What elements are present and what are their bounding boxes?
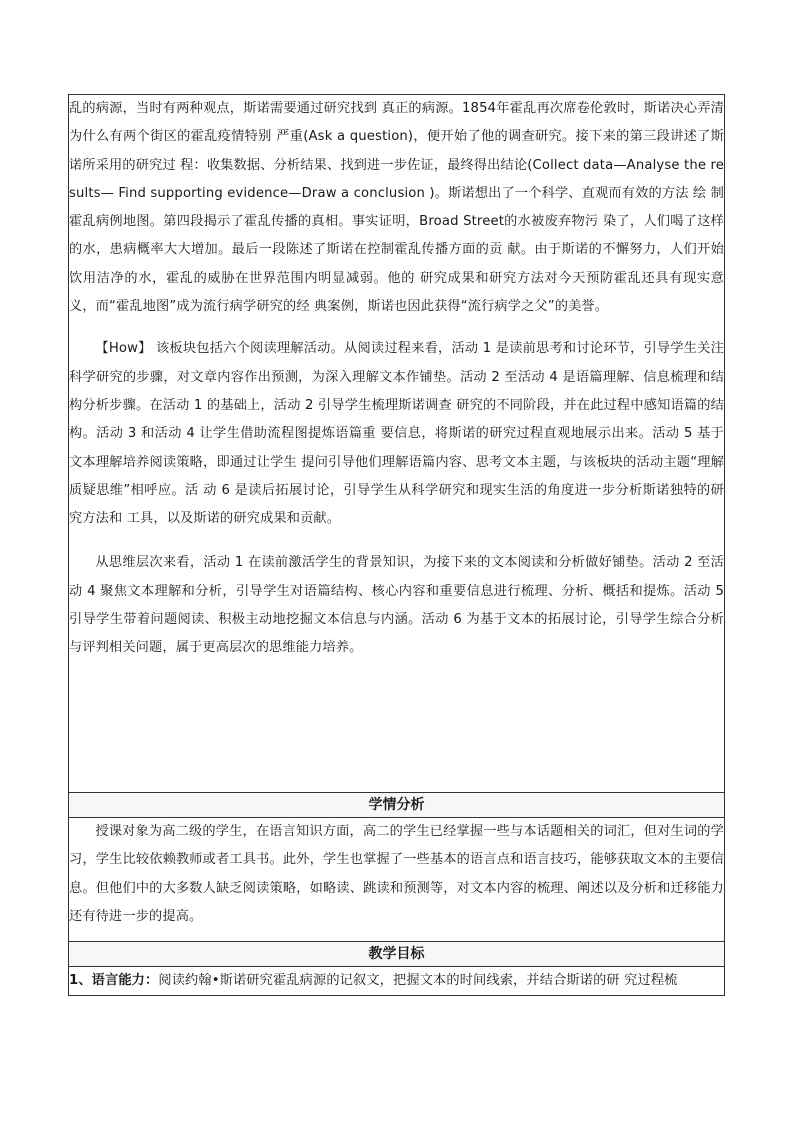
heading-row-teaching-goals bbox=[69, 942, 725, 967]
paragraph-what-why: 乱的病源，当时有两种观点，斯诺需要通过研究找到 真正的病源。1854年霍乱再次席卷伦敦时，斯诺决心弄清为什么有两个街区的霍乱疫情特别 严重(Ask a question)，便开始了他的调查研究。接下来的第三段讲述了斯诺所采用的研究过 程：收集数据、分析结果、找到进一步佐证，最终得出结论(Collect data—Analyse the results— Find supporting evidence—Draw a conclusion )。斯诺想出了一个科学、直观而有效的方法 绘 制霍乱病例地图。第四段揭示了霍乱传播的真相。事实证明，Broad Street的水被废弃物污 染了，人们喝了这样的水，患病概率大大增加。最后一段陈述了斯诺在控制霍乱传播方面的贡 献。由于斯诺的不懈努力，人们开始饮用洁净的水，霍乱的威胁在世界范围内明显减弱。他的 研究成果和研究方法对今天预防霍乱还具有现实意义，而“霍乱地图”成为流行病学研究的经 典案例，斯诺也因此获得“流行病学之父”的美誉。 bbox=[69, 101, 724, 315]
paragraph-how: 【How】 该板块包括六个阅读理解活动。从阅读过程来看，活动 1 是读前思考和讨论环节，引导学生关注科学研究的步骤，对文章内容作出预测，为深入理解文本作铺垫。活动 2 至活动 4 是语篇理解、信息梳理和结构分析步骤。在活动 1 的基础上，活动 2 引导学生梳理斯诺调查 研究的不同阶段，并在此过程中感知语篇的结构。活动 3 和活动 4 让学生借助流程图提炼语篇重 要信息，将斯诺的研究过程直观地展示出来。活动 5 基于文本理解培养阅读策略，即通过让学生 提问引导他们理解语篇内容、思考文本主题，与该板块的活动主题“理解质疑思维”相呼应。活 动 6 是读后拓展讨论，引导学生从科学研究和现实生活的角度进一步分析斯诺独特的研究方法和 工具，以及斯诺的研究成果和贡献。 bbox=[69, 341, 724, 527]
student-analysis-cell bbox=[69, 818, 725, 942]
lesson-plan-table bbox=[68, 94, 725, 996]
text-analysis-cell bbox=[69, 95, 725, 793]
teaching-goal-item bbox=[69, 967, 724, 995]
document-page bbox=[68, 94, 725, 996]
heading-row-student-analysis bbox=[69, 793, 725, 818]
teaching-goal-cell bbox=[69, 967, 725, 996]
teaching-goal-row bbox=[69, 967, 725, 996]
section-heading-student-analysis: 学情分析 bbox=[69, 793, 725, 818]
content-row bbox=[69, 95, 725, 793]
teaching-goal-text: 阅读约翰•斯诺研究霍乱病源的记叙文，把握文本的时间线索，并结合斯诺的研 究过程梳 bbox=[158, 973, 678, 988]
teaching-goal-label: 1、语言能力： bbox=[69, 973, 159, 988]
student-analysis-text: 授课对象为高二级的学生，在语言知识方面，高二的学生已经掌握一些与本话题相关的词汇，但对生词的学习，学生比较依赖教师或者工具书。此外，学生也掌握了一些基本的语言点和语言技巧，能够获取文本的主要信息。但他们中的大多数人缺乏阅读策略，如略读、跳读和预测等，对文本内容的梳理、阐述以及分析和迁移能力还有待进一步的提高。 bbox=[69, 824, 724, 924]
paragraph-thinking-levels: 从思维层次来看，活动 1 在读前激活学生的背景知识，为接下来的文本阅读和分析做好铺垫。活动 2 至活动 4 聚焦文本理解和分析，引导学生对语篇结构、核心内容和重要信息进行梳理、分析、概括和提炼。活动 5 引导学生带着问题阅读、积极主动地挖掘文本信息与内涵。活动 6 为基于文本的拓展讨论，引导学生综合分析与评判相关问题，属于更高层次的思维能力培养。 bbox=[69, 555, 724, 656]
student-analysis-row bbox=[69, 818, 725, 942]
section-heading-teaching-goals: 教学目标 bbox=[69, 942, 725, 967]
